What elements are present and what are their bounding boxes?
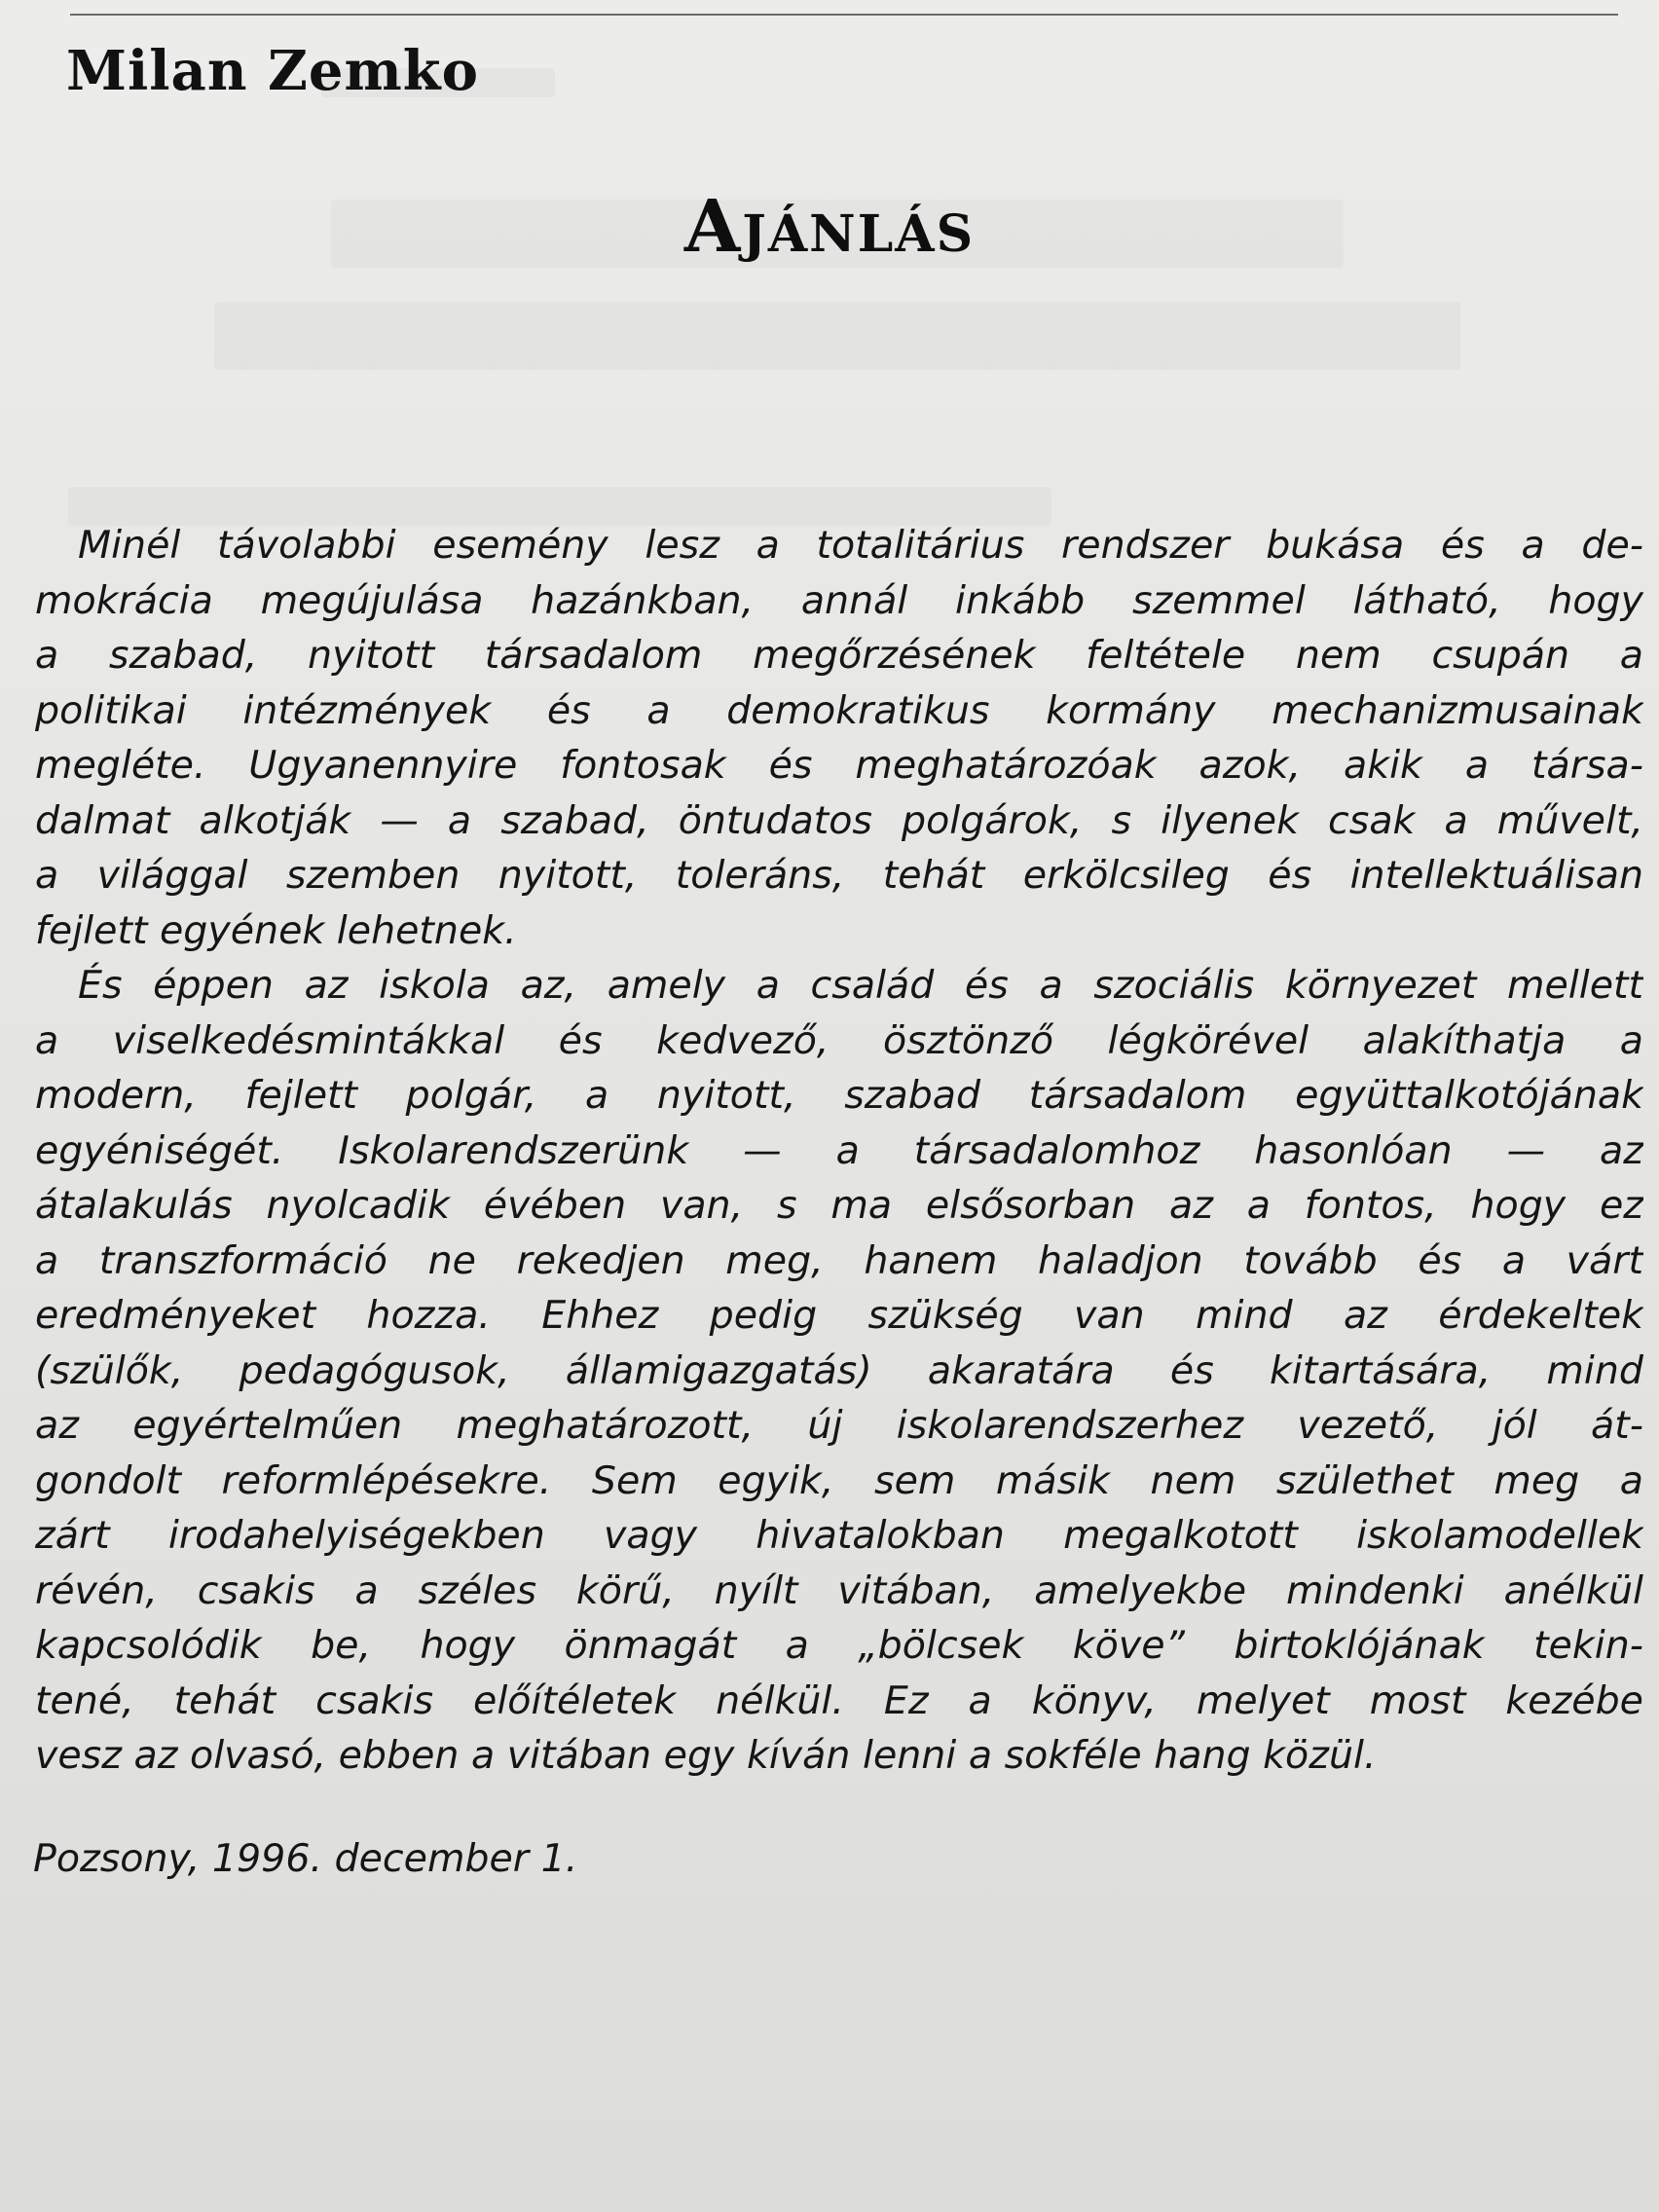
text-line: dalmat alkotják — a szabad, öntudatos polgárok, s ilyenek csak a művelt, (35, 797, 1643, 843)
text-line: kapcsolódik be, hogy önmagát a „bölcsek köve” birtoklójának tekin- (35, 1623, 1643, 1668)
text-line: És éppen az iskola az, amely a család és a szociális környezet mellett (78, 963, 1643, 1008)
text-line: megléte. Ugyanennyire fontosak és meghatározóak azok, akik a társa- (35, 743, 1643, 788)
top-rule (70, 14, 1618, 16)
text-line: tené, tehát csakis előítéletek nélkül. Ez a könyv, melyet most kezébe (35, 1677, 1643, 1723)
text-line: révén, csakis a széles körű, nyílt vitában, amelyekbe mindenki anélkül (35, 1567, 1643, 1613)
text-line: mokrácia megújulása hazánkban, annál inkább szemmel látható, hogy (35, 577, 1643, 623)
text-line: átalakulás nyolcadik évében van, s ma elsősorban az a fontos, hogy ez (35, 1183, 1643, 1228)
text-line: modern, fejlett polgár, a nyitott, szabad társadalom együttalkotójának (35, 1073, 1643, 1118)
text-line: a transzformáció ne rekedjen meg, hanem haladjon tovább és a várt (35, 1237, 1643, 1283)
text-line: Minél távolabbi esemény lesz a totalitárius rendszer bukása és a de- (78, 523, 1643, 568)
text-line: a viselkedésmintákkal és kedvező, ösztönző légkörével alakíthatja a (35, 1017, 1643, 1063)
body-text (35, 518, 1643, 1784)
paragraph (35, 518, 1643, 958)
text-line: politikai intézmények és a demokratikus kormány mechanizmusainak (35, 687, 1643, 733)
text-line: a világgal szemben nyitott, toleráns, tehát erkölcsileg és intellektuálisan (35, 853, 1643, 898)
page-title: Ajánlás (683, 185, 976, 269)
text-line: egyéniségét. Iskolarendszerünk — a társadalomhoz hasonlóan — az (35, 1127, 1643, 1173)
bleed-through-shadow (214, 302, 1460, 370)
paragraph (35, 958, 1643, 1784)
text-line: eredményeket hozza. Ehhez pedig szükség van mind az érdekeltek (35, 1293, 1643, 1338)
text-line: zárt irodahelyiségekben vagy hivatalokban megalkotott iskolamodellek (35, 1513, 1643, 1558)
text-line: gondolt reformlépésekre. Sem egyik, sem másik nem születhet meg a (35, 1457, 1643, 1503)
text-line: az egyértelműen meghatározott, új iskolarendszerhez vezető, jól át- (35, 1403, 1643, 1448)
text-line: vesz az olvasó, ebben a vitában egy kíván lenni a sokféle hang közül. (35, 1733, 1377, 1778)
text-line: (szülők, pedagógusok, államigazgatás) akaratára és kitartására, mind (35, 1347, 1643, 1393)
author-name: Milan Zemko (66, 39, 479, 103)
text-line: fejlett egyének lehetnek. (35, 907, 517, 953)
text-line: a szabad, nyitott társadalom megőrzésének feltétele nem csupán a (35, 633, 1643, 678)
dateline: Pozsony, 1996. december 1. (33, 1836, 578, 1881)
